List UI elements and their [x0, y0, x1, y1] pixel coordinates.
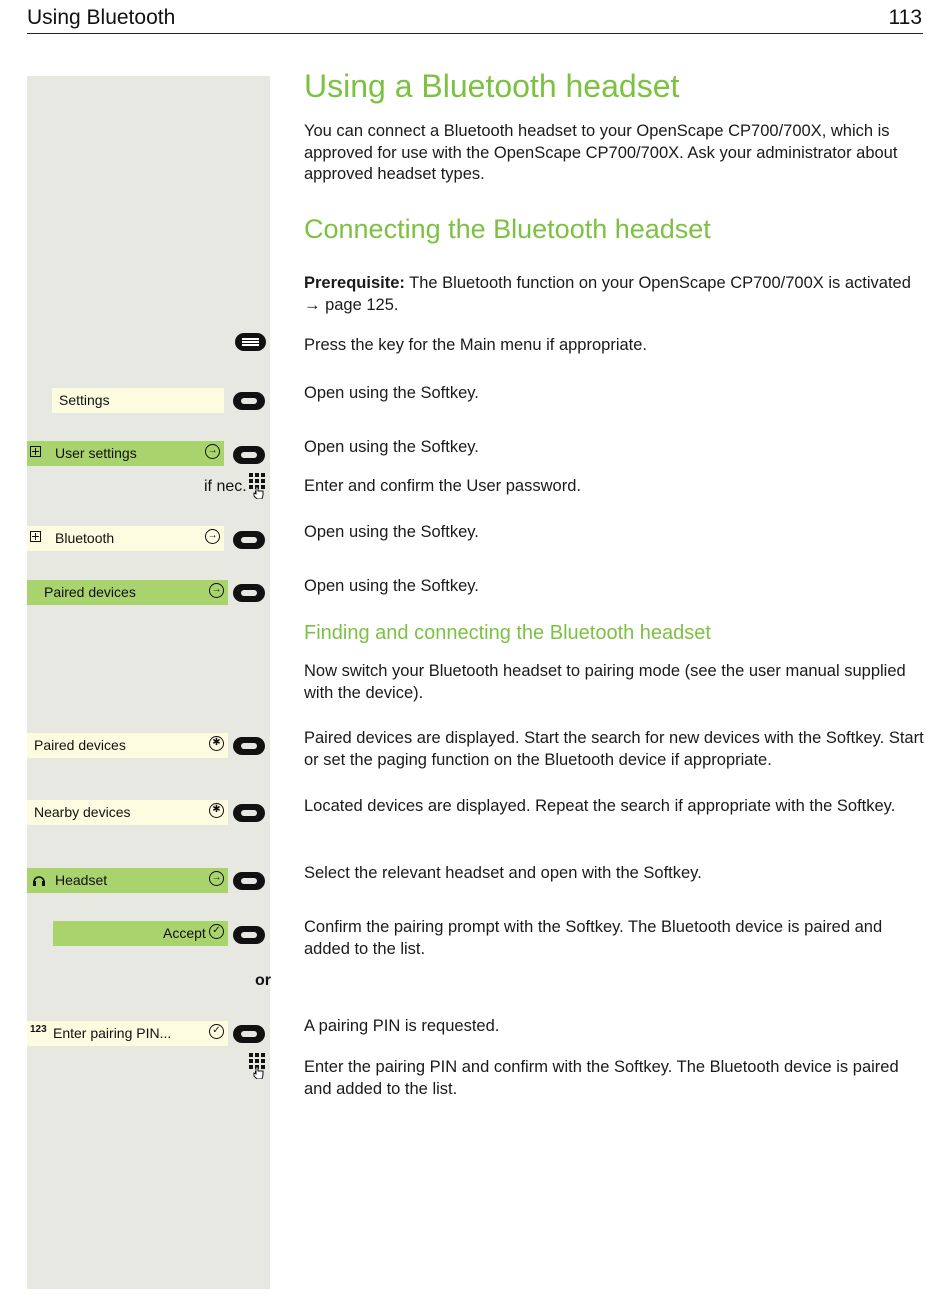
- check-icon: ✓: [209, 1024, 224, 1039]
- keypad-icon: [249, 1053, 265, 1079]
- heading-finding-connecting: Finding and connecting the Bluetooth headset: [304, 622, 711, 644]
- step-confirm-pairing: Confirm the pairing prompt with the Softkey. The Bluetooth device is paired and added to the list.: [304, 918, 883, 958]
- menu-item-headset[interactable]: [27, 868, 228, 893]
- main-menu-key-icon[interactable]: [235, 333, 266, 351]
- bluetooth-search-icon: ✱: [209, 803, 224, 818]
- arrow-right-icon: →: [209, 871, 224, 886]
- arrow-right-icon: →: [209, 583, 224, 598]
- sidebar-panel: [27, 76, 270, 1289]
- menu-item-label: Bluetooth: [55, 530, 115, 546]
- numeric-badge: 123: [30, 1024, 47, 1035]
- prerequisite-label: Prerequisite:: [304, 274, 405, 292]
- softkey-icon[interactable]: [233, 584, 265, 602]
- softkey-icon[interactable]: [233, 926, 265, 944]
- softkey-icon[interactable]: [233, 392, 265, 410]
- menu-item-label: Accept: [163, 925, 206, 941]
- intro-paragraph: You can connect a Bluetooth headset to your OpenScape CP700/700X, which is approved for use with the OpenScape CP700/700X. Ask your administrator about approved headset types.: [304, 122, 898, 183]
- header-rule: [27, 33, 923, 34]
- prerequisite-text: The Bluetooth function on your OpenScape CP700/700X is activated → page 125.: [304, 274, 911, 314]
- menu-item-label: Headset: [55, 872, 108, 888]
- softkey-icon[interactable]: [233, 737, 265, 755]
- menu-item-label: User settings: [55, 445, 137, 461]
- or-label: or: [255, 972, 271, 989]
- prerequisite-paragraph: [304, 273, 924, 316]
- menu-item-settings[interactable]: [52, 388, 224, 413]
- arrow-right-icon: →: [205, 444, 220, 459]
- step-password: Enter and confirm the User password.: [304, 477, 581, 495]
- softkey-icon[interactable]: [233, 872, 265, 890]
- menu-item-label: Settings: [59, 392, 110, 408]
- bluetooth-search-icon: ✱: [209, 736, 224, 751]
- softkey-icon[interactable]: [233, 1025, 265, 1043]
- check-icon: ✓: [209, 924, 224, 939]
- step-paired-displayed: Paired devices are displayed. Start the search for new devices with the Softkey. Start or set the paging function on the Bluetooth device if appropriate.: [304, 729, 924, 769]
- step-located-displayed: Located devices are displayed. Repeat the search if appropriate with the Softkey.: [304, 797, 896, 815]
- menu-item-bluetooth[interactable]: [27, 526, 224, 551]
- if-necessary-label: if nec.: [204, 478, 247, 495]
- menu-item-label: Enter pairing PIN...: [53, 1025, 172, 1041]
- step-bluetooth: Open using the Softkey.: [304, 523, 479, 541]
- menu-item-label: Nearby devices: [34, 804, 131, 820]
- heading-connecting-headset: Connecting the Bluetooth headset: [304, 214, 711, 244]
- softkey-icon[interactable]: [233, 804, 265, 822]
- arrow-right-icon: →: [205, 529, 220, 544]
- menu-item-label: Paired devices: [34, 737, 126, 753]
- step-enter-pin: Enter the pairing PIN and confirm with the Softkey. The Bluetooth device is paired and added to the list.: [304, 1058, 899, 1098]
- step-select-headset: Select the relevant headset and open with the Softkey.: [304, 864, 702, 882]
- section-title: Using Bluetooth: [27, 6, 176, 29]
- menu-item-paired-devices-search[interactable]: [27, 733, 228, 758]
- step-user-settings: Open using the Softkey.: [304, 438, 479, 456]
- expand-plus-icon: [30, 531, 41, 542]
- expand-plus-icon: [30, 446, 41, 457]
- softkey-icon[interactable]: [233, 446, 265, 464]
- step-pin-requested: A pairing PIN is requested.: [304, 1017, 500, 1035]
- heading-using-bluetooth-headset: Using a Bluetooth headset: [304, 68, 680, 104]
- headset-icon: [32, 873, 46, 887]
- menu-item-accept[interactable]: [53, 921, 228, 946]
- menu-item-label: Paired devices: [44, 584, 136, 600]
- step-paired-devices: Open using the Softkey.: [304, 577, 479, 595]
- softkey-icon[interactable]: [233, 531, 265, 549]
- page-number: 113: [888, 6, 922, 29]
- step-pairing-mode: Now switch your Bluetooth headset to pairing mode (see the user manual supplied with the device).: [304, 662, 906, 702]
- step-main-menu: Press the key for the Main menu if appropriate.: [304, 336, 648, 354]
- menu-item-user-settings[interactable]: [27, 441, 224, 466]
- menu-item-nearby-devices[interactable]: [27, 800, 228, 825]
- step-settings: Open using the Softkey.: [304, 384, 479, 402]
- keypad-icon: [249, 473, 265, 499]
- menu-item-paired-devices[interactable]: [27, 580, 228, 605]
- menu-item-enter-pairing-pin[interactable]: [27, 1021, 228, 1046]
